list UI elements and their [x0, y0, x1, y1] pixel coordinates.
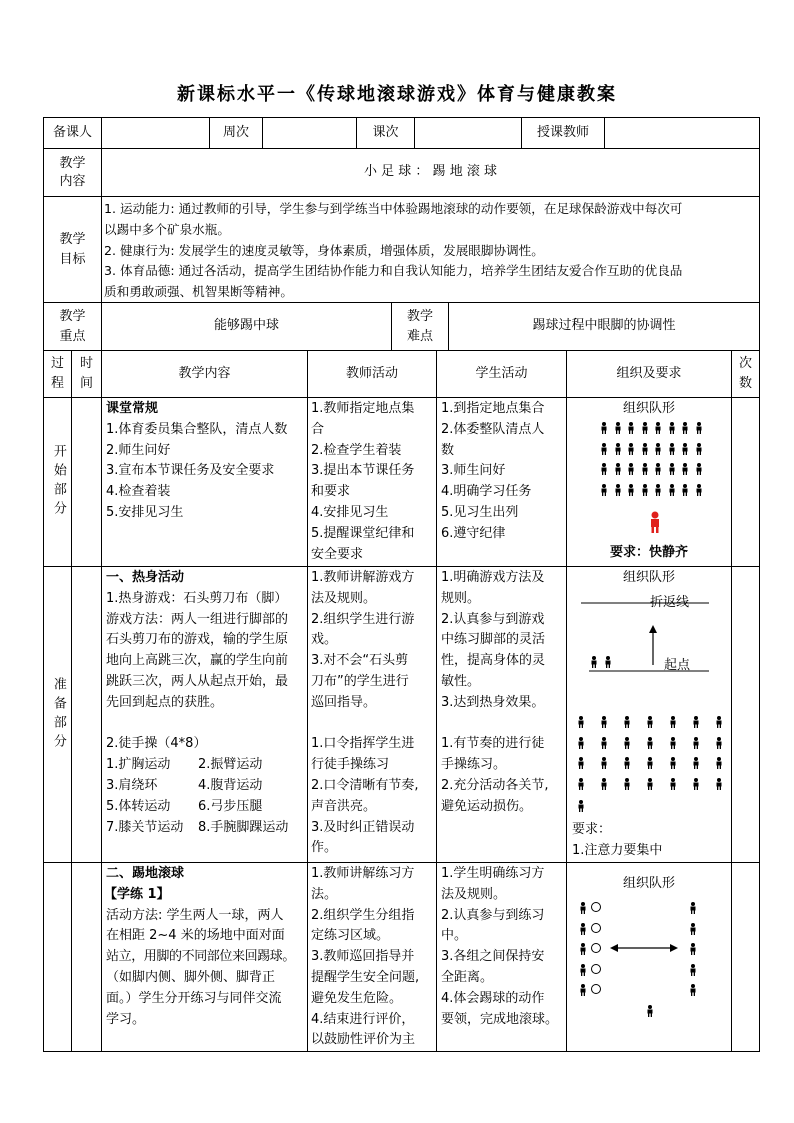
header-count-char: 次: [738, 356, 752, 371]
exercise-item: 6.弓步压腿: [198, 798, 263, 814]
student-figure-icon: [600, 443, 608, 455]
student-figure-icon: [695, 443, 703, 455]
section3-practice-label: 【学练 1】: [104, 886, 170, 902]
section2-student-line: 敏性。: [441, 673, 481, 689]
section1-student-line: 数: [441, 442, 455, 458]
section1-teacher-line: 和要求: [311, 484, 351, 500]
teacher-value[interactable]: [605, 118, 759, 148]
student-figure-icon: [695, 463, 703, 475]
student-figure-icon: [623, 716, 631, 728]
exercise-item: 4.腹背运动: [198, 777, 263, 793]
section2-teacher-line: [311, 714, 435, 735]
key-points-label: [44, 303, 101, 350]
section3-content-line: 学习。: [106, 1011, 146, 1027]
formation-diagram-3: [567, 895, 731, 1025]
student-figure-icon: [623, 737, 631, 749]
section3-teacher-line: 以鼓励性评价为主: [311, 1032, 416, 1048]
difficulty-label-line: 教学: [406, 308, 433, 324]
header-org: 组织及要求: [616, 365, 682, 381]
header-teacher: 教师活动: [345, 365, 398, 381]
student-figure-icon: [600, 484, 608, 496]
student-figure-icon: [654, 463, 662, 475]
table-border: [436, 350, 437, 1052]
objective-line: 2. 健康行为: 发展学生的速度灵敏等，身体素质，增强体质，发展眼脚协调性。: [104, 242, 544, 258]
student-figure-icon: [579, 943, 587, 955]
section2-student-line: [441, 714, 565, 735]
exercise-item: 1.扩胸运动: [106, 757, 171, 773]
section1-process: [44, 398, 71, 566]
student-figure-icon: [577, 800, 585, 812]
section3-teacher: [311, 864, 435, 1051]
key-points-label-line: 教学: [59, 308, 86, 324]
prep-teacher-label: 备课人: [52, 124, 92, 140]
section2-teacher-line: 2.口令清晰有节奏,: [311, 777, 419, 793]
student-figure-icon: [689, 984, 697, 996]
teacher-figure-icon: [648, 511, 662, 533]
objective-line: 1. 运动能力: 通过教师的引导，学生参与到学练当中体验踢地滚球的动作要领，在足球保龄游戏中每次可: [104, 201, 683, 216]
table-border: [101, 350, 102, 1052]
section3-student: [441, 864, 565, 1030]
student-figure-icon: [579, 964, 587, 976]
content-value: 小 足 球 ： 踢 地 滚 球: [364, 164, 497, 180]
difficulty-value: 踢球过程中眼脚的协调性: [532, 318, 676, 334]
section2-requirement: 1.注意力要集中: [572, 843, 663, 858]
section2-content-title: 一、热身活动: [106, 570, 185, 585]
section2-student-line: 中练习脚部的灵活: [441, 632, 546, 648]
lesson-label: 课次: [372, 124, 399, 140]
table-border: [43, 196, 760, 197]
week-label: 周次: [222, 124, 249, 140]
section3-content-line: 面。）学生分开练习与同伴交流: [106, 990, 282, 1006]
student-figure-icon: [681, 484, 689, 496]
student-figure-icon: [627, 463, 635, 475]
section3-teacher-line: 4.结束进行评价，: [311, 1011, 415, 1027]
section3-student-line: 法及规则。: [441, 886, 507, 902]
section2-teacher-line: 刀布”的学生进行: [311, 673, 409, 689]
student-figure-icon: [579, 984, 587, 996]
section3-student-line: 3.各组之间保持安: [441, 949, 545, 965]
section1-student-line: 5.见习生出列: [441, 504, 519, 520]
objective-line: 质和勇敢顽强、机智果断等精神。: [104, 284, 293, 300]
student-figure-icon: [715, 757, 723, 769]
section1-content-title: 课堂常规: [106, 401, 159, 416]
student-figure-icon: [600, 778, 608, 790]
section2-content-line: 石头剪刀布的游戏，输的学生原: [106, 632, 289, 648]
section3-org-title: 组织队形: [622, 876, 675, 891]
relay-students: [590, 656, 620, 670]
table-border: [759, 117, 760, 1052]
section1-content-line: 3.宣布本节课任务及安全要求: [106, 463, 275, 479]
section2-teacher-line: 声音洪亮。: [311, 798, 377, 814]
section1-org-title: 组织队形: [622, 401, 675, 416]
teacher-figure-leg: [656, 526, 659, 533]
student-figure-icon: [692, 737, 700, 749]
student-figure-icon: [646, 778, 654, 790]
section1-content: [106, 399, 306, 524]
section1-student-line: 2.体委整队清点人: [441, 421, 545, 437]
student-figure-icon: [577, 737, 585, 749]
student-figure-icon: [654, 484, 662, 496]
student-figure-icon: [623, 778, 631, 790]
student-figure-icon: [669, 716, 677, 728]
section2-student-line: 2.充分活动各关节,: [441, 777, 549, 793]
section2-org-title: 组织队形: [622, 570, 675, 585]
section3-content-line: 活动方法: 学生两人一球，两人: [106, 907, 284, 923]
pass-arrow-head-left: [610, 944, 618, 952]
header-process: [44, 351, 71, 397]
student-figure-icon: [627, 443, 635, 455]
student-figure-icon: [695, 484, 703, 496]
section1-process-text: 开始部分: [50, 444, 66, 520]
ball-icon: [591, 943, 601, 953]
direction-arrow-head: [649, 625, 657, 633]
section2-teacher-line: 1.口令指挥学生进: [311, 736, 415, 752]
section1-content-line: 1.体育委员集合整队，清点人数: [106, 421, 288, 437]
student-figure-icon: [579, 923, 587, 935]
student-figure-icon: [689, 964, 697, 976]
student-figure-icon: [646, 1005, 654, 1017]
formation-diagram-1: [600, 422, 710, 502]
student-figure-icon: [627, 484, 635, 496]
student-figure-icon: [600, 737, 608, 749]
student-figure-icon: [668, 463, 676, 475]
start-line-label: 起点: [664, 658, 691, 673]
section3-content-title: 二、踢地滚球: [106, 866, 185, 881]
student-figure-icon: [600, 716, 608, 728]
page-title: 新课标水平一《传球地滚球游戏》体育与健康教案: [177, 84, 617, 105]
section2-content-line: 先回到起点的获胜。: [106, 694, 224, 710]
header-student: 学生活动: [475, 365, 528, 381]
content-label-line: 教学: [59, 155, 86, 171]
student-figure-icon: [600, 422, 608, 434]
section2-teacher: [311, 568, 435, 859]
section1-teacher: [311, 399, 435, 565]
student-figure-icon: [627, 422, 635, 434]
section3-student-line: 1.学生明确练习方: [441, 866, 545, 881]
section2-teacher-line: 戏。: [311, 632, 338, 648]
teacher-label: 授课教师: [536, 124, 589, 140]
section3-student-line: 2.认真参与到练习: [441, 907, 545, 923]
difficulty-label-line: 难点: [406, 328, 433, 344]
turn-line-label: 折返线: [650, 595, 690, 610]
student-figure-icon: [692, 716, 700, 728]
ball-icon: [591, 923, 601, 933]
student-figure-icon: [689, 923, 697, 935]
section1-student-line: 1.到指定地点集合: [441, 401, 545, 416]
section3-teacher-line: 提醒学生安全问题,: [311, 969, 420, 985]
section2-content-line: 游戏方法：两人一组进行脚部的: [106, 611, 289, 627]
section2-student-line: 2.认真参与到游戏: [441, 611, 545, 627]
ball-icon: [591, 964, 601, 974]
objectives-label-line: 教学: [59, 231, 86, 247]
header-process-char: 程: [50, 376, 64, 391]
section1-content-line: 4.检查着装: [106, 484, 171, 500]
header-count-char: 数: [738, 376, 752, 391]
student-figure-icon: [692, 778, 700, 790]
student-figure-icon: [695, 422, 703, 434]
section2-student-line: 手操练习。: [441, 757, 507, 773]
section3-teacher-line: 避免发生危险。: [311, 990, 403, 1006]
section3-teacher-line: 定练习区域。: [311, 928, 390, 944]
exercise-item: 5.体转运动: [106, 798, 171, 814]
student-figure-icon: [668, 484, 676, 496]
section2-teacher-line: 作。: [311, 840, 338, 856]
formation-diagram-2: [577, 716, 727, 816]
section2-requirement-label: 要求：: [572, 822, 612, 837]
student-figure-icon: [577, 778, 585, 790]
student-figure-icon: [646, 737, 654, 749]
section2-teacher-line: 3.对不会“石头剪: [311, 653, 409, 669]
student-figure-icon: [641, 463, 649, 475]
key-points-label-line: 重点: [59, 328, 86, 344]
exercise-row: [106, 755, 306, 776]
exercise-item: 3.肩绕环: [106, 777, 158, 793]
section3-teacher-line: 法。: [311, 886, 338, 902]
section1-teacher-line: 3.提出本节课任务: [311, 463, 415, 479]
section1-student: [441, 399, 565, 545]
key-points-value: 能够踢中球: [213, 318, 279, 334]
student-figure-icon: [641, 443, 649, 455]
section2-student-line: 3.达到热身效果。: [441, 694, 545, 710]
section2-teacher-line: 2.组织学生进行游: [311, 611, 415, 627]
section2-student-line: 避免运动损伤。: [441, 798, 533, 814]
content-label: [44, 149, 101, 196]
ball-icon: [591, 902, 601, 912]
section2-content-line: 1.热身游戏：石头剪刀布（脚）: [106, 590, 288, 606]
table-border: [307, 350, 308, 1052]
teacher-figure-body: [651, 519, 659, 527]
student-figure-icon: [715, 778, 723, 790]
exercise-row: [106, 797, 306, 818]
exercise-row: [106, 776, 306, 797]
section2-student-line: 性，提高身体的灵: [441, 653, 546, 669]
content-label-line: 内容: [59, 173, 86, 189]
section2-teacher-line: 巡回指导。: [311, 694, 377, 710]
table-border: [43, 566, 760, 567]
section1-teacher-line: 5.提醒课堂纪律和: [311, 525, 415, 541]
section1-student-line: 4.明确学习任务: [441, 484, 532, 500]
student-figure-icon: [681, 463, 689, 475]
student-figure-icon: [689, 943, 697, 955]
student-figure-icon: [654, 443, 662, 455]
section3-student-line: 全距离。: [441, 969, 494, 985]
section1-teacher-line: 2.检查学生着装: [311, 442, 402, 458]
header-time: [72, 351, 101, 397]
student-figure-icon: [614, 422, 622, 434]
pass-arrow-head-right: [670, 944, 678, 952]
section2-teacher-line: 法及规则。: [311, 590, 377, 606]
student-figure-icon: [623, 757, 631, 769]
table-border: [43, 862, 760, 863]
section3-content-line: 在相距 2~4 米的场地中面对面: [106, 928, 285, 944]
section3-student-line: 要领，完成地滚球。: [441, 1011, 559, 1027]
ball-icon: [591, 984, 601, 994]
student-figure-icon: [715, 716, 723, 728]
prep-teacher-value[interactable]: [102, 118, 209, 148]
section3-teacher-line: 3.教师巡回指导并: [311, 949, 415, 965]
teacher-figure-head: [652, 512, 659, 519]
section2-content-line: 跳跃三次，两人从起点开始，最: [106, 673, 289, 689]
student-figure-icon: [646, 757, 654, 769]
student-figure-icon: [577, 716, 585, 728]
section2-process: [44, 567, 71, 862]
student-figure-icon: [669, 778, 677, 790]
section1-teacher-line: 合: [311, 421, 325, 437]
section1-teacher-line: 安全要求: [311, 546, 364, 562]
section3-content-line: 站立，用脚的不同部位来回踢球。: [106, 949, 296, 965]
section2-teacher-line: 3.及时纠正错误动: [311, 819, 415, 835]
student-figure-icon: [654, 422, 662, 434]
section2-student-line: 1.有节奏的进行徒: [441, 736, 545, 752]
table-border: [731, 350, 732, 1052]
section1-content-line: 5.安排见习生: [106, 504, 184, 520]
student-figure-icon: [681, 422, 689, 434]
teacher-figure-leg: [652, 526, 655, 533]
student-figure-icon: [590, 656, 598, 668]
section1-student-line: 6.遵守纪律: [441, 525, 506, 541]
student-figure-icon: [681, 443, 689, 455]
section2-teacher-line: 1.教师讲解游戏方: [311, 570, 415, 585]
exercise-item: 7.膝关节运动: [106, 819, 184, 835]
exercise-item: 2.振臂运动: [198, 757, 263, 773]
section2-process-text: 准备部分: [50, 676, 66, 753]
table-border: [71, 350, 72, 1052]
section2-student-line: 规则。: [441, 590, 481, 606]
section2-student-line: 1.明确游戏方法及: [441, 570, 545, 585]
student-figure-icon: [641, 484, 649, 496]
objective-line: 以踢中多个矿泉水瓶。: [104, 221, 230, 237]
section1-content-line: 2.师生问好: [106, 442, 171, 458]
header-count: [732, 351, 759, 397]
student-figure-icon: [692, 757, 700, 769]
student-figure-icon: [646, 716, 654, 728]
objectives-label: [44, 197, 101, 302]
section2-content: [106, 568, 306, 838]
student-figure-icon: [600, 463, 608, 475]
section2-teacher-line: 行徒手操练习: [311, 757, 390, 773]
student-figure-icon: [668, 422, 676, 434]
section3-teacher-line: 1.教师讲解练习方: [311, 866, 415, 881]
header-content: 教学内容: [178, 365, 231, 381]
header-time-char: 时: [79, 356, 93, 371]
exercise-row: [106, 818, 306, 839]
section1-student-line: 3.师生问好: [441, 463, 506, 479]
table-border: [43, 397, 760, 398]
section2-content-line: [106, 714, 306, 735]
section1-requirement: 要求：快静齐: [609, 545, 688, 560]
section1-teacher-line: 1.教师指定地点集: [311, 401, 415, 416]
objectives-text: [104, 199, 758, 301]
section2-content-line: 2.徒手操（4*8）: [106, 736, 207, 752]
week-value[interactable]: [263, 118, 356, 148]
section3-student-line: 中。: [441, 928, 468, 944]
student-figure-icon: [614, 484, 622, 496]
student-figure-icon: [614, 443, 622, 455]
exercise-item: 8.手腕脚踝运动: [198, 819, 289, 835]
student-figure-icon: [600, 757, 608, 769]
lesson-value[interactable]: [415, 118, 521, 148]
student-figure-icon: [614, 463, 622, 475]
student-figure-icon: [577, 757, 585, 769]
difficulty-label: [392, 303, 448, 350]
section3-teacher-line: 2.组织学生分组指: [311, 907, 415, 923]
header-process-char: 过: [50, 356, 64, 371]
header-time-char: 间: [79, 376, 93, 391]
student-figure-icon: [641, 422, 649, 434]
section1-teacher-line: 4.安排见习生: [311, 504, 389, 520]
section3-student-line: 4.体会踢球的动作: [441, 990, 545, 1006]
student-figure-icon: [604, 656, 612, 668]
section2-student: [441, 568, 565, 818]
pass-arrow: [608, 941, 680, 955]
student-figure-icon: [689, 902, 697, 914]
student-figure-icon: [669, 737, 677, 749]
objectives-label-line: 目标: [59, 251, 86, 267]
student-figure-icon: [669, 757, 677, 769]
section3-content-line: （如脚内侧、脚外侧、脚背正: [106, 969, 276, 985]
objective-line: 3. 体育品德: 通过各活动，提高学生团结协作能力和自我认知能力，培养学生团结友爱合作互助的优良品: [104, 263, 683, 279]
student-figure-icon: [668, 443, 676, 455]
section3-content: [106, 864, 306, 1030]
student-figure-icon: [579, 902, 587, 914]
student-figure-icon: [715, 737, 723, 749]
section2-content-line: 地向上高跳三次，赢的学生向前: [106, 653, 289, 669]
